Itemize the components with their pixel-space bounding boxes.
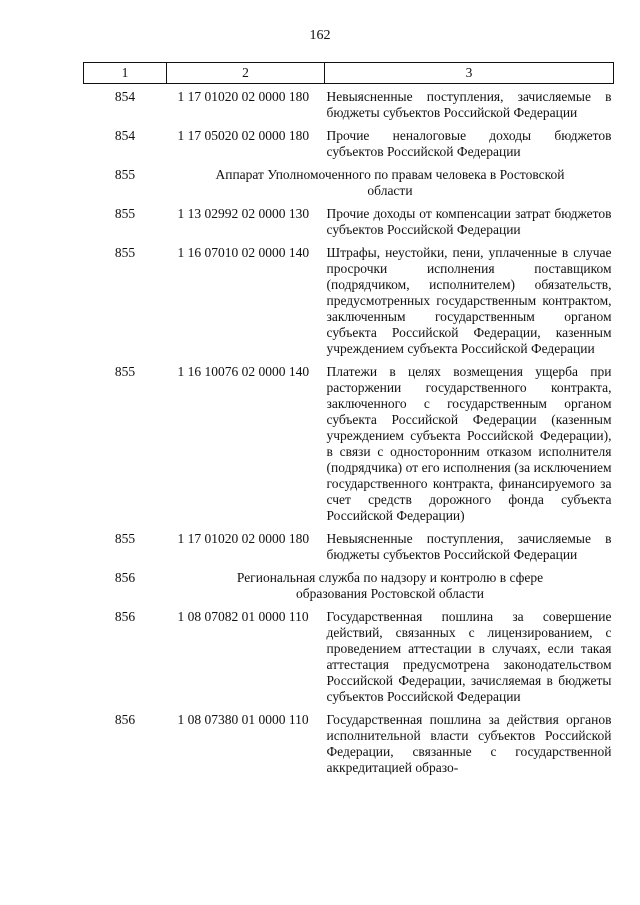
table-row [84, 609, 614, 712]
admin-code: 855 [114, 206, 136, 221]
revenue-description: Невыясненные поступления, зачисляемые в бюджеты субъектов Российской Федерации [326, 89, 612, 120]
header-row [84, 63, 614, 84]
budget-classification-code: 1 16 10076 02 0000 140 [177, 364, 310, 379]
revenue-description: Государственная пошлина за действия органов исполнительной власти субъектов Российской Федерации, связанные с государственной аккредитацией образо- [326, 712, 612, 775]
table-body [84, 84, 614, 784]
budget-classification-code: 1 17 01020 02 0000 180 [177, 531, 310, 546]
budget-classification-code: 1 17 01020 02 0000 180 [177, 89, 310, 104]
table-row [84, 712, 614, 783]
admin-code: 856 [114, 712, 136, 727]
table-row [84, 245, 614, 364]
budget-classification-code: 1 17 05020 02 0000 180 [177, 128, 310, 143]
admin-code: 855 [114, 531, 136, 546]
agency-heading-row [84, 570, 614, 609]
revenue-description: Невыясненные поступления, зачисляемые в бюджеты субъектов Российской Федерации [326, 531, 612, 562]
admin-code: 855 [114, 364, 136, 379]
admin-code: 855 [114, 245, 136, 260]
table-header [84, 63, 614, 84]
revenue-description: Прочие неналоговые доходы бюджетов субъектов Российской Федерации [326, 128, 612, 159]
budget-classification-code: 1 16 07010 02 0000 140 [177, 245, 310, 260]
admin-code: 856 [114, 570, 136, 585]
column-header-3: 3 [325, 63, 614, 84]
table-row [84, 128, 614, 167]
agency-name: Региональная служба по надзору и контролю в сфере образования Ростовской области [236, 570, 544, 601]
revenue-description: Штрафы, неустойки, пени, уплаченные в случае просрочки исполнения поставщиком (подрядчиком, исполнителем) обязательств, предусмотренных государственным контрактом, заключенным государственным органом субъекта Российской Федерации, казенным учреждением субъекта Российской Федерации [326, 245, 612, 356]
table-row [84, 84, 614, 129]
column-header-2: 2 [167, 63, 325, 84]
admin-code: 854 [114, 128, 136, 143]
admin-code: 854 [114, 89, 136, 104]
column-header-1: 1 [84, 63, 167, 84]
page-number: 162 [309, 28, 331, 43]
revenue-description: Платежи в целях возмещения ущерба при расторжении государственного контракта, заключенного с государственным органом субъекта Российской Федерации (казенным учреждением субъекта Российской Федерации), в связи с односторонним отказом исполнителя (подрядчика) от его исполнения (за исключением государственного контракта, финансируемого за счет средств дорожного фонда субъекта Российской Федерации) [326, 364, 612, 523]
admin-code: 855 [114, 167, 136, 182]
revenue-description: Прочие доходы от компенсации затрат бюджетов субъектов Российской Федерации [326, 206, 612, 237]
table-row [84, 206, 614, 245]
agency-heading-row [84, 167, 614, 206]
table-row [84, 364, 614, 531]
budget-classification-code: 1 08 07380 01 0000 110 [177, 712, 309, 727]
budget-classification-code: 1 13 02992 02 0000 130 [177, 206, 310, 221]
budget-classification-code: 1 08 07082 01 0000 110 [177, 609, 309, 624]
revenue-codes-table [83, 62, 614, 783]
admin-code: 856 [114, 609, 136, 624]
agency-name: Аппарат Уполномоченного по правам человека в Ростовской области [215, 167, 565, 198]
revenue-description: Государственная пошлина за совершение действий, связанных с лицензированием, с проведением аттестации в случаях, если такая аттестация предусмотрена законодательством Российской Федерации, зачисляемая в бюджеты субъектов Российской Федерации [326, 609, 612, 704]
table-row [84, 531, 614, 570]
